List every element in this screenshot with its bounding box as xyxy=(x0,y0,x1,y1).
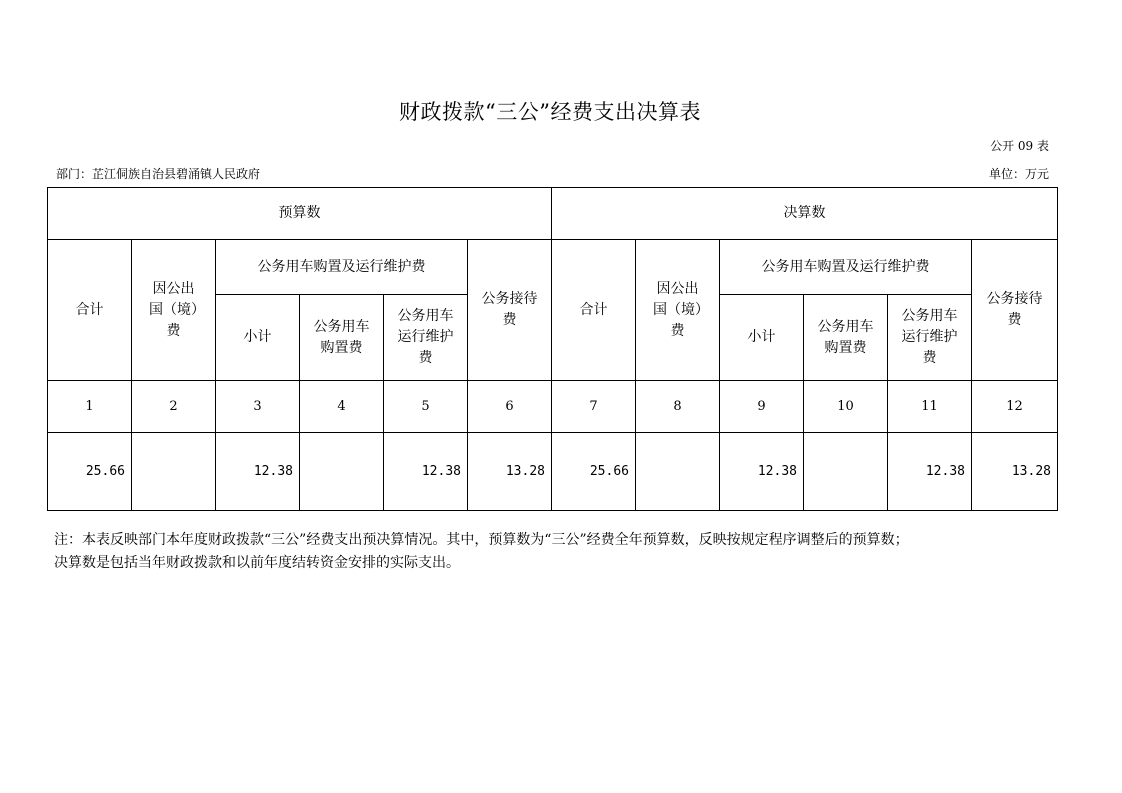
index-row xyxy=(48,381,1058,433)
department-label: 部门：芷江侗族自治县碧涌镇人民政府 xyxy=(56,167,261,181)
index-cell: 1 xyxy=(48,381,132,433)
value-cell: 12.38 xyxy=(888,433,972,511)
index-cell: 6 xyxy=(468,381,552,433)
value-cell xyxy=(132,433,216,511)
header-budget-operation: 公务用车运行维护费 xyxy=(384,295,468,381)
value-cell xyxy=(636,433,720,511)
page-title: 财政拨款“三公”经费支出决算表 xyxy=(399,100,701,124)
header-final-total: 合计 xyxy=(552,240,636,381)
index-cell: 11 xyxy=(888,381,972,433)
value-cell: 25.66 xyxy=(552,433,636,511)
value-cell: 13.28 xyxy=(972,433,1058,511)
header-final-operation: 公务用车运行维护费 xyxy=(888,295,972,381)
header-budget-reception: 公务接待费 xyxy=(468,240,552,381)
index-cell: 12 xyxy=(972,381,1058,433)
expenditure-table xyxy=(47,187,1058,511)
header-final-vehicle: 公务用车购置及运行维护费 xyxy=(720,240,972,295)
header-budget-vehicle: 公务用车购置及运行维护费 xyxy=(216,240,468,295)
header-final-purchase: 公务用车购置费 xyxy=(804,295,888,381)
header-budget-abroad: 因公出国（境）费 xyxy=(132,240,216,381)
header-budget-purchase: 公务用车购置费 xyxy=(300,295,384,381)
index-cell: 4 xyxy=(300,381,384,433)
value-cell: 12.38 xyxy=(720,433,804,511)
index-cell: 5 xyxy=(384,381,468,433)
header-final-abroad: 因公出国（境）费 xyxy=(636,240,720,381)
header-final: 决算数 xyxy=(552,188,1058,240)
value-cell: 12.38 xyxy=(216,433,300,511)
index-cell: 7 xyxy=(552,381,636,433)
index-cell: 9 xyxy=(720,381,804,433)
unit-label: 单位：万元 xyxy=(988,167,1049,181)
value-cell xyxy=(804,433,888,511)
index-cell: 8 xyxy=(636,381,720,433)
header-budget-total: 合计 xyxy=(48,240,132,381)
value-cell xyxy=(300,433,384,511)
group-header-row xyxy=(48,188,1058,240)
index-cell: 2 xyxy=(132,381,216,433)
form-number: 公开 09 表 xyxy=(990,139,1049,153)
value-cell: 25.66 xyxy=(48,433,132,511)
index-cell: 10 xyxy=(804,381,888,433)
header-budget-subtotal: 小计 xyxy=(216,295,300,381)
column-header-row-1 xyxy=(48,240,1058,295)
footnote xyxy=(54,529,1054,575)
value-cell: 13.28 xyxy=(468,433,552,511)
index-cell: 3 xyxy=(216,381,300,433)
header-budget: 预算数 xyxy=(48,188,552,240)
value-cell: 12.38 xyxy=(384,433,468,511)
header-final-subtotal: 小计 xyxy=(720,295,804,381)
header-final-reception: 公务接待费 xyxy=(972,240,1058,381)
footnote-line: 决算数是包括当年财政拨款和以前年度结转资金安排的实际支出。 xyxy=(54,555,460,571)
footnote-line: 注：本表反映部门本年度财政拨款“三公”经费支出预决算情况。其中，预算数为“三公”经费全年预算数，反映按规定程序调整后的预算数； xyxy=(54,532,909,548)
value-row xyxy=(48,433,1058,511)
